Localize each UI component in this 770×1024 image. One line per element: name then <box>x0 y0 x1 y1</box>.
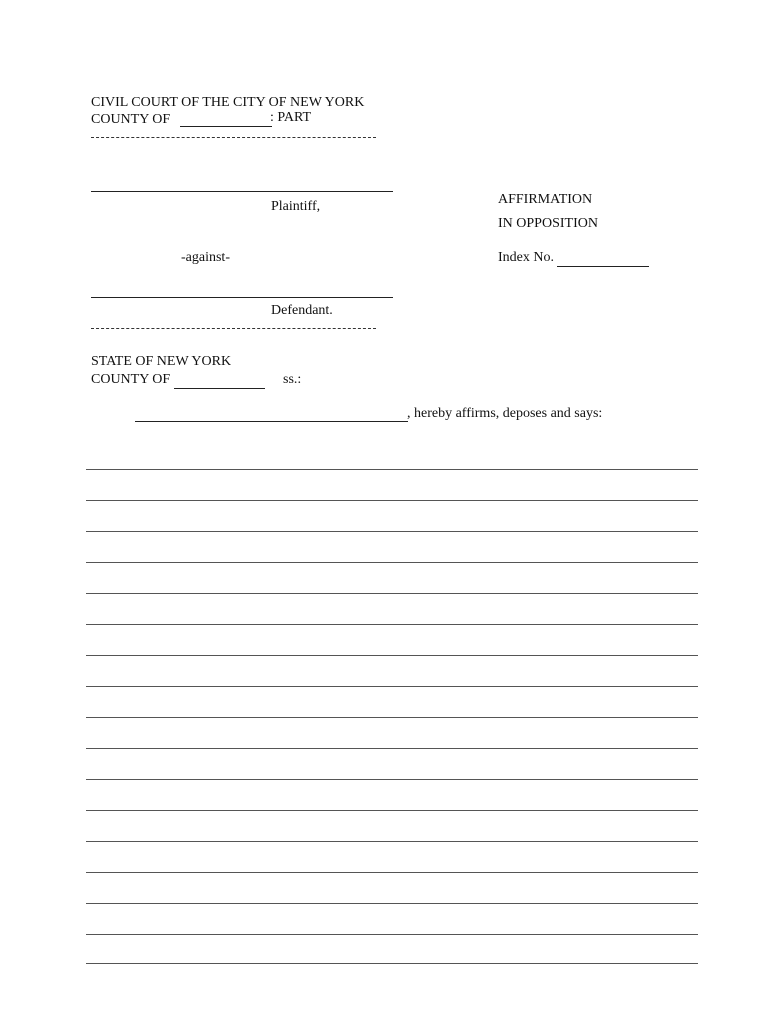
court-name: CIVIL COURT OF THE CITY OF NEW YORK <box>91 95 365 110</box>
ruled-line[interactable] <box>86 624 698 625</box>
ss-label: ss.: <box>283 372 302 387</box>
ruled-line[interactable] <box>86 469 698 470</box>
against-label: -against- <box>181 250 230 265</box>
document-title-line1: AFFIRMATION <box>498 192 593 207</box>
document-title-line2: IN OPPOSITION <box>498 216 598 231</box>
venue-state: STATE OF NEW YORK <box>91 354 232 369</box>
ruled-line[interactable] <box>86 593 698 594</box>
plaintiff-name-blank[interactable] <box>91 191 393 192</box>
ruled-line[interactable] <box>86 934 698 935</box>
caption-part-label: : PART <box>270 110 312 125</box>
ruled-line[interactable] <box>86 963 698 964</box>
index-number-blank[interactable] <box>557 266 649 267</box>
ruled-line[interactable] <box>86 779 698 780</box>
index-number-label: Index No. <box>498 250 554 265</box>
ruled-line[interactable] <box>86 748 698 749</box>
caption-county-blank[interactable] <box>180 126 272 127</box>
ruled-line[interactable] <box>86 810 698 811</box>
ruled-line[interactable] <box>86 655 698 656</box>
venue-county-blank[interactable] <box>174 388 265 389</box>
affirmation-statement: , hereby affirms, deposes and says: <box>407 406 603 421</box>
affirmant-name-blank[interactable] <box>135 421 408 422</box>
ruled-line[interactable] <box>86 562 698 563</box>
defendant-name-blank[interactable] <box>91 297 393 298</box>
plaintiff-label: Plaintiff, <box>271 199 321 214</box>
ruled-line[interactable] <box>86 686 698 687</box>
caption-top-dashed-divider <box>91 137 376 138</box>
ruled-line[interactable] <box>86 872 698 873</box>
ruled-line[interactable] <box>86 717 698 718</box>
ruled-line[interactable] <box>86 841 698 842</box>
caption-county-label: COUNTY OF <box>91 112 171 127</box>
defendant-label: Defendant. <box>271 303 333 318</box>
caption-bottom-dashed-divider <box>91 328 376 329</box>
ruled-line[interactable] <box>86 903 698 904</box>
venue-county-label: COUNTY OF <box>91 372 171 387</box>
ruled-line[interactable] <box>86 531 698 532</box>
ruled-line[interactable] <box>86 500 698 501</box>
